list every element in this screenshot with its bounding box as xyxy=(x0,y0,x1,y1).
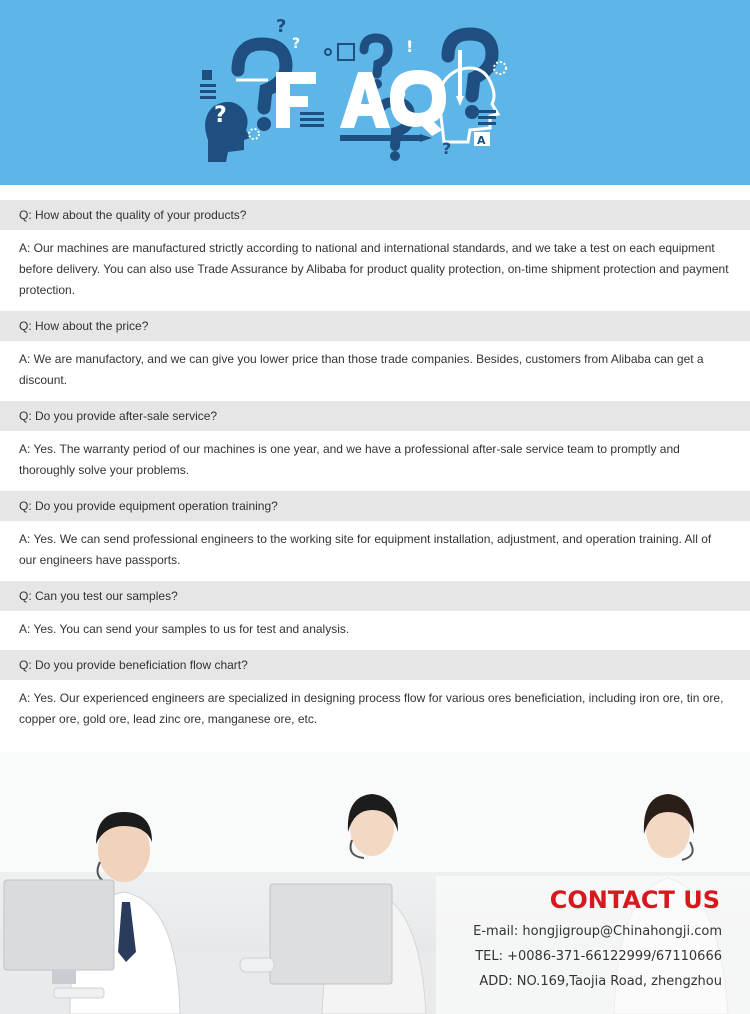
faq-question: Q: How about the price? xyxy=(0,311,750,341)
svg-text:?: ? xyxy=(292,36,301,52)
svg-text:?: ? xyxy=(396,88,407,109)
contact-section xyxy=(0,752,750,1014)
faq-question: Q: Do you provide equipment operation training? xyxy=(0,491,750,521)
head-silhouette-icon xyxy=(205,102,250,162)
faq-banner xyxy=(0,0,750,185)
faq-question: Q: How about the quality of your products? xyxy=(0,200,750,230)
faq-answer: A: Yes. We can send professional engineers to the working site for equipment installation, adjustment, and operation training. All of our engineers have passports. xyxy=(19,532,712,567)
faq-answer: A: Yes. The warranty period of our machines is one year, and we have a professional after-sale service team to promptly and thoroughly solve your problems. xyxy=(19,442,680,477)
question-mark-icon xyxy=(448,34,492,96)
faq-answer: A: We are manufactory, and we can give you lower price than those trade companies. Besides, customers from Alibaba can get a discount. xyxy=(19,352,704,387)
contact-address: ADD: NO.169,Taojia Road, zhengzhou xyxy=(479,974,722,989)
faq-answer: A: Yes. Our experienced engineers are specialized in designing process flow for various ores beneficiation, including iron ore, tin ore, copper ore, gold ore, lead zinc ore, manganese ore, etc. xyxy=(19,691,724,726)
svg-text:?: ? xyxy=(214,103,227,128)
svg-text:!: ! xyxy=(406,37,414,56)
svg-text:?: ? xyxy=(276,16,287,37)
faq-question: Q: Do you provide beneficiation flow chart? xyxy=(0,650,750,680)
contact-email[interactable]: E-mail: hongjigroup@Chinahongji.com xyxy=(473,924,722,939)
faq-list xyxy=(0,200,750,740)
answer-badge-icon: A xyxy=(477,134,486,147)
faq-answer: A: Yes. You can send your samples to us for test and analysis. xyxy=(19,622,350,636)
faq-illustration xyxy=(0,0,750,185)
svg-text:?: ? xyxy=(442,139,452,158)
contact-title: CONTACT US xyxy=(549,886,720,914)
faq-answer: A: Our machines are manufactured strictly according to national and international standards, and we take a test on each equipment before delivery. You can also use Trade Assurance by Alibaba for product quality protection, on-time shipment protection and payment protection. xyxy=(19,241,729,297)
faq-question: Q: Do you provide after-sale service? xyxy=(0,401,750,431)
contact-phone[interactable]: TEL: +0086-371-66122999/67110666 xyxy=(475,949,722,964)
question-mark-icon xyxy=(364,38,388,74)
faq-question: Q: Can you test our samples? xyxy=(0,581,750,611)
